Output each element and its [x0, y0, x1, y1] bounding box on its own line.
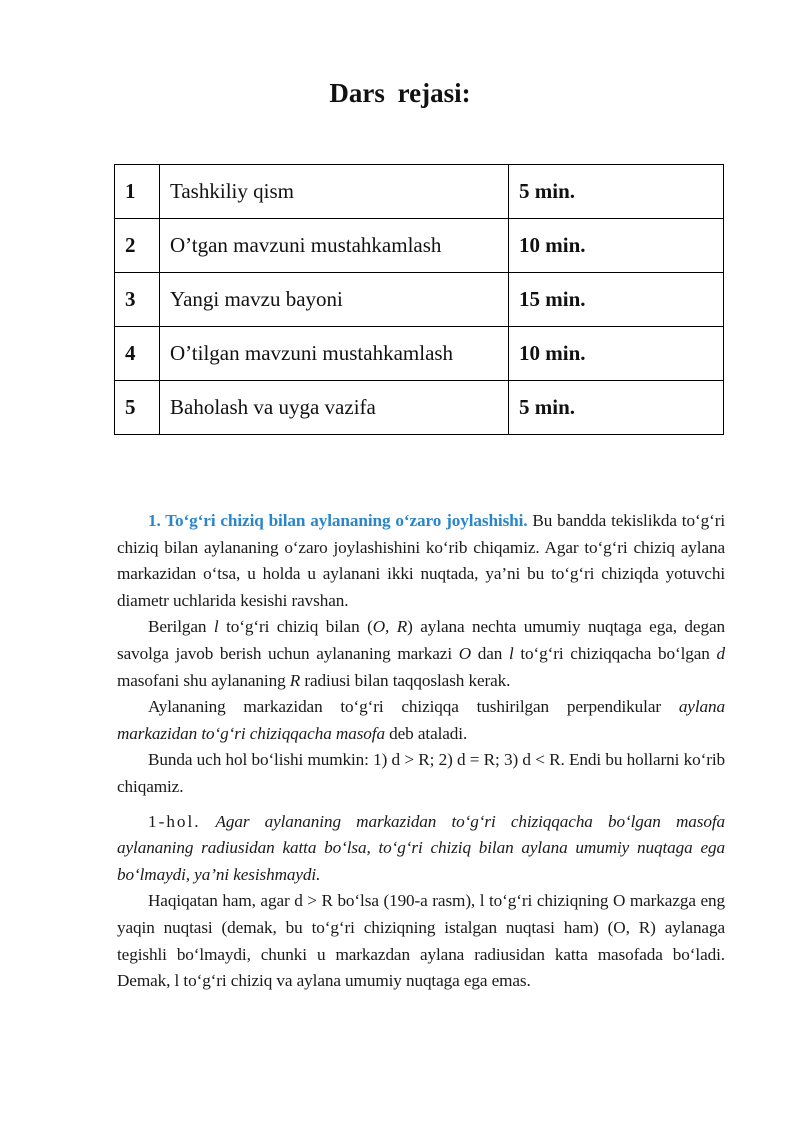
plan-row-number: 5 [115, 381, 160, 435]
paragraph-6: Haqiqatan ham, agar d > R bo‘lsa (190-a rasm), l to‘g‘ri chiziqning O markazga eng yaqin nuqtasi (demak, bu to‘g‘ri chiziqning istalgan nuqtasi ham) (O, R) aylanaga tegishli bo‘lmaydi, chunki u markazdan aylana radiusidan katta masofada bo‘ladi. Demak, l to‘g‘ri chiziq va aylana umumiy nuqtaga ega emas. [117, 891, 725, 991]
paragraph-2: Berilgan l to‘g‘ri chiziq bilan (O, R) aylana nechta umumiy nuqtaga ega, degan savolga javob berish uchun aylananing markazi O dan l to‘g‘ri chiziqqacha bo‘lgan d masofani shu aylananing R radiusi bilan taqqoslash kerak. [117, 617, 725, 690]
plan-row-number: 2 [115, 219, 160, 273]
plan-row [115, 219, 724, 273]
plan-row-number: 1 [115, 165, 160, 219]
plan-row-number: 3 [115, 273, 160, 327]
plan-row-duration: 5 min. [509, 165, 724, 219]
paragraph-1: 1. To‘g‘ri chiziq bilan aylananing o‘zaro joylashishi. Bu bandda tekislikda to‘g‘ri chiziq bilan aylananing o‘zaro joylashishini ko‘rib chiqamiz. Agar to‘g‘ri chiziq aylana markazidan o‘tsa, u holda u aylanani ikki nuqtada, ya’ni bu to‘g‘ri chiziqda yotuvchi diametr uchlarida kesishi ravshan. [117, 511, 726, 610]
plan-row-duration: 10 min. [509, 219, 724, 273]
section-heading: 1. To‘g‘ri chiziq bilan aylananing o‘zaro joylashishi. [148, 511, 528, 530]
plan-row-topic: Baholash va uyga vazifa [160, 381, 509, 435]
paragraph-case-1: 1-hol. Agar aylananing markazidan to‘g‘ri chiziqqacha bo‘lgan masofa aylananing radiusidan katta bo‘lsa, to‘g‘ri chiziq bilan aylana umumiy nuqtaga ega bo‘lmaydi, ya’ni kesishmaydi. [117, 811, 725, 884]
plan-row [115, 165, 724, 219]
page-title: Dars rejasi: [329, 78, 471, 108]
plan-row [115, 327, 724, 381]
plan-row-topic: O’tilgan mavzuni mustahkamlash [160, 327, 509, 381]
plan-row-topic: Tashkiliy qism [160, 165, 509, 219]
lesson-plan-table [114, 164, 724, 435]
paragraph-4: Bunda uch hol bo‘lishi mumkin: 1) d > R; 2) d = R; 3) d < R. Endi bu hollarni ko‘rib chiqamiz. [117, 750, 725, 796]
paragraph-3: Aylananing markazidan to‘g‘ri chiziqqa tushirilgan perpendikular aylana markazidan to‘g‘ri chiziqqacha masofa deb ataladi. [117, 697, 725, 743]
plan-row-topic: Yangi mavzu bayoni [160, 273, 509, 327]
plan-row [115, 273, 724, 327]
plan-row [115, 381, 724, 435]
plan-row-duration: 5 min. [509, 381, 724, 435]
plan-row-duration: 10 min. [509, 327, 724, 381]
textbook-excerpt [117, 508, 725, 995]
plan-row-topic: O’tgan mavzuni mustahkamlash [160, 219, 509, 273]
plan-row-duration: 15 min. [509, 273, 724, 327]
plan-row-number: 4 [115, 327, 160, 381]
